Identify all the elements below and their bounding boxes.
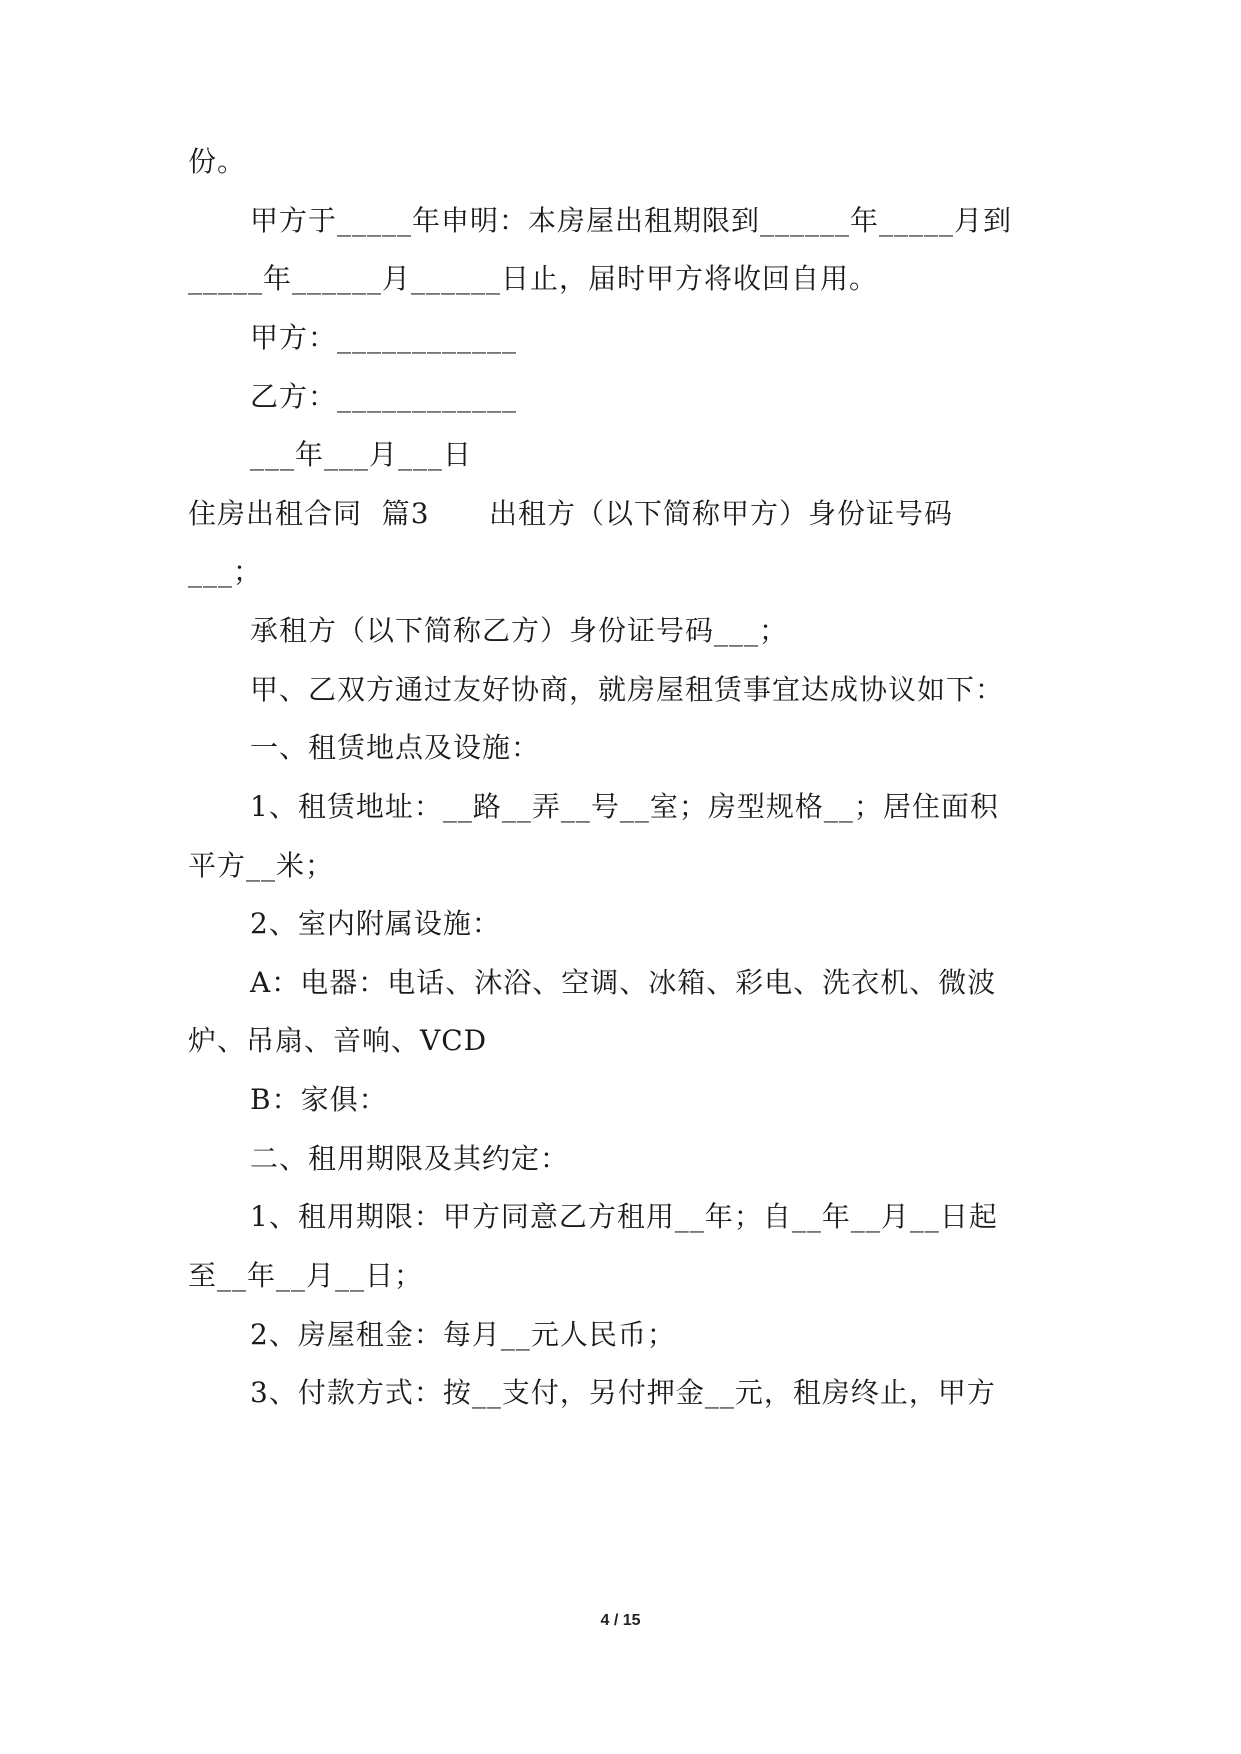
text-line: 承租方（以下简称乙方）身份证号码___； xyxy=(250,614,789,647)
signature-party-b: 乙方：____________ xyxy=(250,380,518,413)
text-line: 1、租赁地址：__路__弄__号__室；房型规格__；居住面积 xyxy=(250,790,999,823)
page-number: 4 / 15 xyxy=(600,1612,641,1629)
text-line: 炉、吊扇、音响、VCD xyxy=(188,1024,488,1057)
clause-heading: 一、租赁地点及设施： xyxy=(250,731,541,764)
text-line: 至__年__月__日； xyxy=(188,1259,424,1292)
text-line: 2、室内附属设施： xyxy=(250,907,501,940)
text-line: 2、房屋租金：每月__元人民币； xyxy=(250,1318,676,1351)
text-line: A：电器：电话、沐浴、空调、冰箱、彩电、洗衣机、微波 xyxy=(250,966,997,999)
text-line: 甲方于_____年申明：本房屋出租期限到______年_____月到 xyxy=(250,204,1013,237)
section-heading: 住房出租合同 篇3 出租方（以下简称甲方）身份证号码 xyxy=(188,497,954,530)
text-line: 平方__米； xyxy=(188,849,335,882)
signature-date: ___年___月___日 xyxy=(250,438,473,471)
signature-party-a: 甲方：____________ xyxy=(250,321,518,354)
text-line: 1、租用期限：甲方同意乙方租用__年；自__年__月__日起 xyxy=(250,1200,998,1233)
text-line: B：家俱： xyxy=(250,1083,388,1116)
text-line: 3、付款方式：按__支付，另付押金__元，租房终止，甲方 xyxy=(250,1376,996,1409)
text-line: 甲、乙双方通过友好协商，就房屋租赁事宜达成协议如下： xyxy=(250,673,1005,706)
text-line: ___； xyxy=(188,555,263,588)
clause-heading: 二、租用期限及其约定： xyxy=(250,1142,570,1175)
text-line: _____年______月______日止，届时甲方将收回自用。 xyxy=(188,262,879,295)
text-line: 份。 xyxy=(188,145,247,178)
